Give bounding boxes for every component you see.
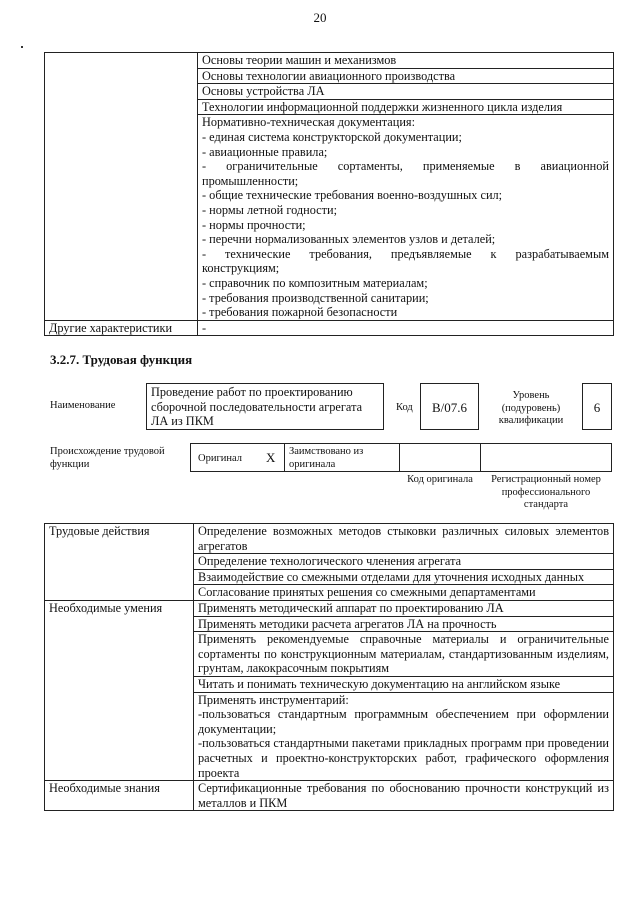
doc-line: - нормы летной годности; <box>202 202 337 217</box>
table-row <box>45 320 614 336</box>
table-row <box>45 781 614 811</box>
table-row <box>45 524 614 554</box>
labor-function-table <box>44 523 614 811</box>
scan-dot <box>21 46 23 48</box>
item-cell: Применять методический аппарат по проектированию ЛА <box>194 600 614 616</box>
doc-line: - авиационные правила; <box>202 144 328 159</box>
borrowed-cell: Заимствовано из оригинала <box>284 443 400 472</box>
original-cell <box>190 443 285 472</box>
doc-line: - справочник по композитным материалам; <box>202 275 428 290</box>
row-label <box>45 53 198 321</box>
item-cell: Применять методики расчета агрегатов ЛА на прочность <box>194 616 614 632</box>
doc-line: - технические требования, предъявляемые к разрабатываемым конструкциям; <box>202 246 609 276</box>
doc-line: - требования пожарной безопасности <box>202 305 398 320</box>
item-cell <box>194 692 614 781</box>
code-label: Код <box>396 402 413 413</box>
item-cell: Взаимодействие со смежными отделами для уточнения исходных данных <box>194 569 614 585</box>
group-label: Необходимые знания <box>45 781 194 811</box>
reg-number-label: Регистрационный номер профессионального стандарта <box>491 474 601 510</box>
code-original-label: Код оригинала <box>407 474 473 485</box>
item-line: -пользоваться стандартным программным обеспечением при оформлении документации; <box>198 707 609 736</box>
code-box: В/07.6 <box>420 383 479 430</box>
doc-line: - ограничительные сортаменты, применяемые в авиационной промышленности; <box>202 159 609 188</box>
doc-line: - единая система конструкторской документации; <box>202 129 462 144</box>
group-label: Трудовые действия <box>45 524 194 601</box>
doc-line: - общие технические требования военно-воздушных сил; <box>202 188 503 203</box>
knowledge-item: - <box>198 320 614 336</box>
knowledge-item: Основы устройства ЛА <box>198 84 614 100</box>
item-cell: Согласование принятых решения со смежными департаментами <box>194 585 614 601</box>
knowledge-item: Основы технологии авиационного производства <box>198 68 614 84</box>
origin-label: Происхождение трудовой функции <box>50 446 165 470</box>
item-line: -пользоваться стандартными пакетами прикладных программ при проведении расчетных и проектно-конструкторских работ, графического оформления проекта <box>198 736 609 780</box>
doc-line: - требования производственной санитарии; <box>202 290 429 305</box>
knowledge-item: Технологии информационной поддержки жизненного цикла изделия <box>198 99 614 115</box>
section-title: 3.2.7. Трудовая функция <box>50 352 193 367</box>
doc-line: - нормы прочности; <box>202 217 306 232</box>
doc-line: - перечни нормализованных элементов узлов и деталей; <box>202 232 496 247</box>
original-label: Оригинал <box>198 453 242 464</box>
reg-number-cell <box>480 443 612 472</box>
original-mark: X <box>266 450 276 465</box>
table-row <box>45 53 614 69</box>
item-cell: Читать и понимать техническую документацию на английском языке <box>194 676 614 692</box>
item-line: Применять инструментарий: <box>198 692 349 707</box>
item-cell: Определение возможных методов стыковки различных силовых элементов агрегатов <box>194 524 614 554</box>
table-row <box>45 600 614 616</box>
item-cell: Определение технологического членения агрегата <box>194 554 614 570</box>
group-label: Необходимые умения <box>45 600 194 780</box>
page-number: 20 <box>313 10 327 25</box>
code-original-cell <box>399 443 481 472</box>
knowledge-item: Основы теории машин и механизмов <box>198 53 614 69</box>
row-label: Другие характеристики <box>45 320 198 336</box>
function-name-box: Проведение работ по проектированию сборочной последовательности агрегата ЛА из ПКМ <box>146 383 384 430</box>
name-label: Наименование <box>50 400 116 411</box>
top-knowledge-table <box>44 52 614 336</box>
level-label: Уровень (подуровень) квалификации <box>498 390 564 426</box>
doc-line: Нормативно-техническая документация: <box>202 115 416 130</box>
level-box: 6 <box>582 383 612 430</box>
item-cell: Применять рекомендуемые справочные материалы и ограничительные сортаменты по конструкционным материалам, стандартизованным изделиям, грунтам, лакокрасочным покрытиям <box>194 632 614 677</box>
normative-docs-cell <box>198 115 614 320</box>
item-cell: Сертификационные требования по обоснованию прочности конструкций из металлов и ПКМ <box>194 781 614 811</box>
